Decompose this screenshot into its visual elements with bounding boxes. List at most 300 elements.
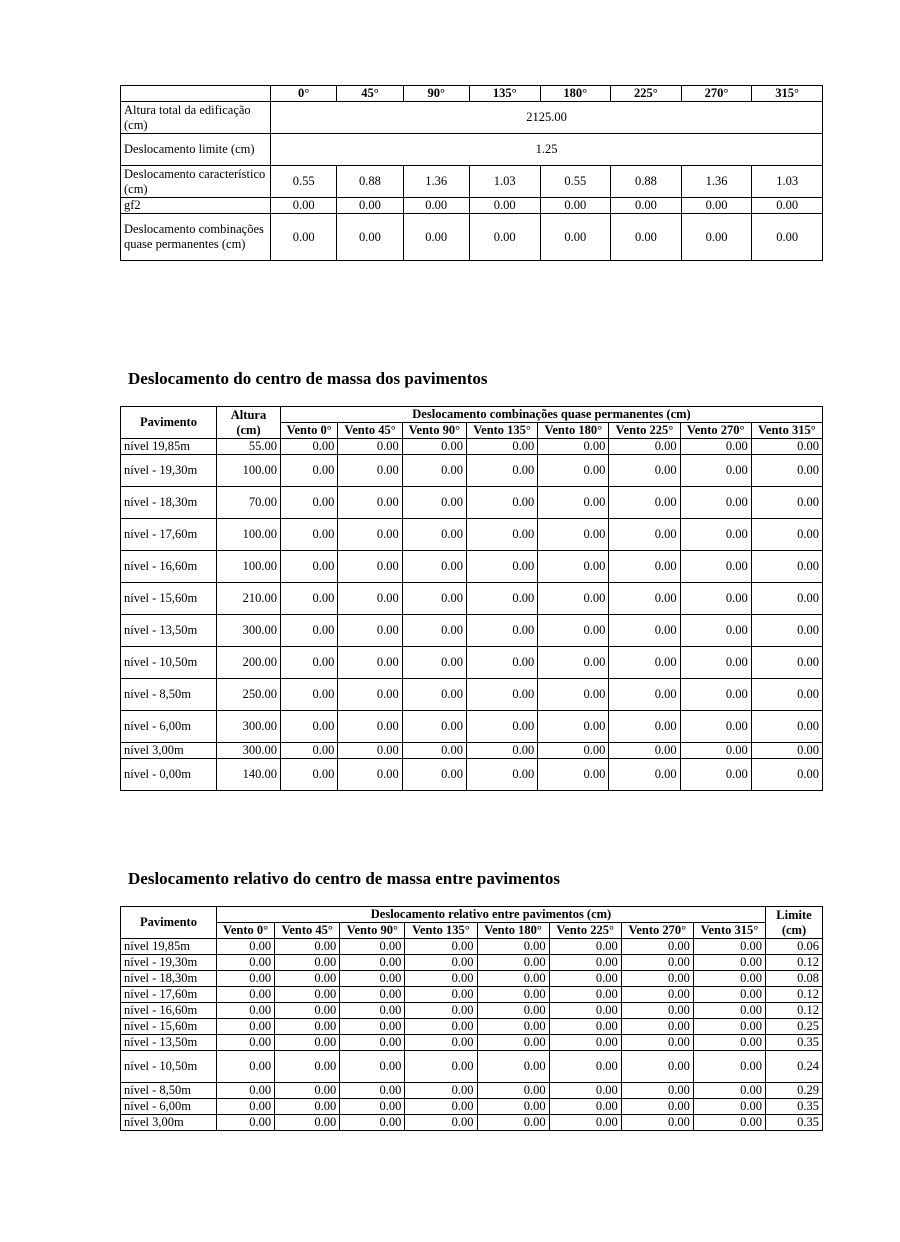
deslocamento-cell: 0.00: [538, 743, 609, 759]
deslocamento-cell: 0.00: [751, 439, 822, 455]
vento-header: Vento 135°: [405, 923, 477, 939]
deslocamento-cell: 0.00: [275, 1003, 340, 1019]
summary-row: [121, 198, 823, 214]
table-row: [121, 1035, 823, 1051]
pavimento-header: Pavimento: [121, 407, 217, 439]
summary-row-label: Deslocamento característico (cm): [121, 166, 271, 198]
deslocamento-cell: 0.00: [477, 1099, 549, 1115]
deslocamento-cell: 0.00: [275, 1115, 340, 1131]
deslocamento-cell: 0.00: [275, 939, 340, 955]
deslocamento-cell: 0.00: [338, 615, 402, 647]
pavimento-cell: nível - 17,60m: [121, 987, 217, 1003]
deslocamento-cell: 0.00: [621, 1035, 693, 1051]
deslocamento-cell: 0.00: [467, 439, 538, 455]
group-header-row: [121, 407, 823, 423]
table-row: [121, 1099, 823, 1115]
deslocamento-cell: 0.00: [621, 1083, 693, 1099]
summary-cell: 0.00: [611, 214, 682, 261]
table-row: [121, 711, 823, 743]
deslocamento-cell: 0.00: [281, 583, 338, 615]
deslocamento-cell: 0.00: [609, 551, 680, 583]
pavimento-cell: nível 19,85m: [121, 439, 217, 455]
deslocamento-cell: 0.00: [217, 971, 275, 987]
deslocamento-cell: 0.00: [340, 1019, 405, 1035]
deslocamento-cell: 0.00: [680, 519, 751, 551]
section-title: Deslocamento do centro de massa dos pavimentos: [128, 369, 488, 388]
deslocamento-cell: 0.00: [693, 987, 765, 1003]
limite-cell: 0.25: [766, 1019, 823, 1035]
deslocamento-cell: 0.00: [338, 551, 402, 583]
deslocamento-cell: 0.00: [405, 1099, 477, 1115]
deslocamento-cell: 0.00: [621, 939, 693, 955]
deslocamento-cell: 0.00: [467, 615, 538, 647]
angle-header: 315°: [752, 86, 823, 102]
vento-header: Vento 90°: [340, 923, 405, 939]
deslocamento-cell: 0.00: [275, 955, 340, 971]
pavimento-cell: nível - 15,60m: [121, 1019, 217, 1035]
summary-cell: 0.55: [271, 166, 337, 198]
table-row: [121, 647, 823, 679]
deslocamento-cell: 0.00: [538, 551, 609, 583]
deslocamento-cell: 0.00: [217, 1099, 275, 1115]
pavimento-cell: nível - 10,50m: [121, 647, 217, 679]
pavimento-cell: nível - 13,50m: [121, 615, 217, 647]
deslocamento-cell: 0.00: [751, 455, 822, 487]
deslocamento-cell: 0.00: [281, 439, 338, 455]
pavimento-cell: nível - 18,30m: [121, 487, 217, 519]
corner-cell: [121, 86, 271, 102]
vento-header: Vento 135°: [467, 423, 538, 439]
deslocamento-cell: 0.00: [621, 971, 693, 987]
vento-header: Vento 315°: [751, 423, 822, 439]
deslocamento-cell: 0.00: [402, 743, 466, 759]
deslocamento-cell: 0.00: [538, 759, 609, 791]
deslocamento-cell: 0.00: [477, 1003, 549, 1019]
summary-cell: 0.88: [337, 166, 403, 198]
deslocamento-cell: 0.00: [621, 1003, 693, 1019]
deslocamento-cell: 0.00: [680, 583, 751, 615]
summary-cell: 0.00: [403, 214, 469, 261]
deslocamento-cell: 0.00: [405, 1003, 477, 1019]
deslocamento-cell: 0.00: [477, 1051, 549, 1083]
deslocamento-cell: 0.00: [538, 519, 609, 551]
deslocamento-cell: 0.00: [217, 1083, 275, 1099]
deslocamento-cell: 0.00: [281, 455, 338, 487]
deslocamento-cell: 0.00: [217, 1019, 275, 1035]
summary-cell: 0.00: [337, 214, 403, 261]
deslocamento-cell: 0.00: [680, 711, 751, 743]
summary-cell: 1.03: [752, 166, 823, 198]
summary-cell: 0.00: [681, 198, 752, 214]
pavimento-cell: nível - 15,60m: [121, 583, 217, 615]
deslocamento-cell: 0.00: [402, 711, 466, 743]
deslocamento-cell: 0.00: [693, 1019, 765, 1035]
pavimento-cell: nível - 10,50m: [121, 1051, 217, 1083]
deslocamento-cell: 0.00: [467, 487, 538, 519]
limite-cell: 0.08: [766, 971, 823, 987]
pavimento-header: Pavimento: [121, 907, 217, 939]
deslocamento-cell: 0.00: [275, 1051, 340, 1083]
deslocamento-cell: 0.00: [609, 455, 680, 487]
altura-value: 2125.00: [271, 102, 823, 134]
limite-cell: 0.35: [766, 1115, 823, 1131]
deslocamento-cell: 0.00: [217, 987, 275, 1003]
altura-cell: 100.00: [217, 519, 281, 551]
deslocamento-cell: 0.00: [751, 583, 822, 615]
angle-header: 0°: [271, 86, 337, 102]
pavimento-cell: nível - 8,50m: [121, 679, 217, 711]
deslocamento-cell: 0.00: [751, 487, 822, 519]
deslocamento-cell: 0.00: [621, 987, 693, 1003]
table-row: [121, 987, 823, 1003]
deslocamento-cell: 0.00: [680, 455, 751, 487]
angle-header: 270°: [681, 86, 752, 102]
deslocamento-cell: 0.00: [609, 743, 680, 759]
deslocamento-cell: 0.00: [340, 1035, 405, 1051]
limite-cell: 0.24: [766, 1051, 823, 1083]
vento-header: Vento 0°: [217, 923, 275, 939]
deslocamento-cell: 0.00: [281, 759, 338, 791]
deslocamento-cell: 0.00: [217, 1003, 275, 1019]
deslocamento-cell: 0.00: [751, 615, 822, 647]
deslocamento-cell: 0.00: [338, 439, 402, 455]
table-row: [121, 955, 823, 971]
deslocamento-cell: 0.00: [340, 971, 405, 987]
altura-header: Altura (cm): [217, 407, 281, 439]
summary-row: [121, 214, 823, 261]
altura-cell: 70.00: [217, 487, 281, 519]
table-row: [121, 1083, 823, 1099]
deslocamento-cell: 0.00: [275, 1019, 340, 1035]
deslocamento-cell: 0.00: [467, 711, 538, 743]
angle-header: 90°: [403, 86, 469, 102]
group-header-row: [121, 907, 823, 923]
deslocamento-cell: 0.00: [217, 1035, 275, 1051]
deslocamento-cell: 0.00: [751, 759, 822, 791]
deslocamento-cell: 0.00: [275, 987, 340, 1003]
deslocamento-cell: 0.00: [338, 743, 402, 759]
angle-header: 45°: [337, 86, 403, 102]
limite-row: [121, 134, 823, 166]
deslocamento-cell: 0.00: [338, 711, 402, 743]
deslocamento-cell: 0.00: [338, 583, 402, 615]
altura-cell: 100.00: [217, 455, 281, 487]
deslocamento-cell: 0.00: [609, 487, 680, 519]
angle-header: 180°: [540, 86, 611, 102]
deslocamento-cell: 0.00: [467, 519, 538, 551]
altura-cell: 140.00: [217, 759, 281, 791]
pavimento-cell: nível - 8,50m: [121, 1083, 217, 1099]
deslocamento-cell: 0.00: [609, 647, 680, 679]
deslocamento-cell: 0.00: [693, 955, 765, 971]
deslocamento-cell: 0.00: [275, 1083, 340, 1099]
deslocamento-cell: 0.00: [402, 615, 466, 647]
deslocamento-cell: 0.00: [477, 1083, 549, 1099]
deslocamento-cell: 0.00: [467, 583, 538, 615]
deslocamento-cell: 0.00: [281, 679, 338, 711]
deslocamento-cell: 0.00: [467, 759, 538, 791]
pavimento-cell: nível - 19,30m: [121, 955, 217, 971]
deslocamento-cell: 0.00: [340, 1099, 405, 1115]
deslocamento-cell: 0.00: [477, 1035, 549, 1051]
deslocamento-cell: 0.00: [477, 955, 549, 971]
deslocamento-cell: 0.00: [538, 487, 609, 519]
deslocamento-cell: 0.00: [477, 939, 549, 955]
altura-cell: 55.00: [217, 439, 281, 455]
altura-cell: 300.00: [217, 743, 281, 759]
group-header: Deslocamento combinações quase permanentes (cm): [281, 407, 823, 423]
summary-row-label: gf2: [121, 198, 271, 214]
table-row: [121, 971, 823, 987]
centro-massa-table: [120, 406, 823, 791]
deslocamento-cell: 0.00: [621, 955, 693, 971]
deslocamento-cell: 0.00: [338, 455, 402, 487]
vento-header-row: [121, 923, 823, 939]
section-title: Deslocamento relativo do centro de massa entre pavimentos: [128, 869, 561, 888]
deslocamento-cell: 0.00: [340, 987, 405, 1003]
vento-header: Vento 225°: [549, 923, 621, 939]
deslocamento-cell: 0.00: [693, 1099, 765, 1115]
altura-cell: 200.00: [217, 647, 281, 679]
deslocamento-cell: 0.00: [405, 939, 477, 955]
summary-cell: 0.00: [681, 214, 752, 261]
summary-row-label: Deslocamento combinações quase permanentes (cm): [121, 214, 271, 261]
summary-cell: 0.00: [611, 198, 682, 214]
deslocamento-cell: 0.00: [338, 519, 402, 551]
relativo-table: [120, 906, 823, 1131]
deslocamento-cell: 0.00: [405, 1115, 477, 1131]
deslocamento-cell: 0.00: [609, 583, 680, 615]
deslocamento-cell: 0.00: [340, 939, 405, 955]
limite-label: Deslocamento limite (cm): [121, 134, 271, 166]
deslocamento-cell: 0.00: [405, 987, 477, 1003]
altura-cell: 100.00: [217, 551, 281, 583]
deslocamento-cell: 0.00: [405, 1083, 477, 1099]
deslocamento-cell: 0.00: [405, 955, 477, 971]
deslocamento-cell: 0.00: [275, 1099, 340, 1115]
vento-header: Vento 315°: [693, 923, 765, 939]
deslocamento-cell: 0.00: [340, 1083, 405, 1099]
deslocamento-cell: 0.00: [549, 1003, 621, 1019]
table-row: [121, 743, 823, 759]
limite-cell: 0.06: [766, 939, 823, 955]
deslocamento-cell: 0.00: [338, 679, 402, 711]
deslocamento-cell: 0.00: [693, 1083, 765, 1099]
vento-header: Vento 45°: [338, 423, 402, 439]
group-header: Deslocamento relativo entre pavimentos (cm): [217, 907, 766, 923]
deslocamento-cell: 0.00: [549, 1019, 621, 1035]
summary-cell: 1.36: [681, 166, 752, 198]
deslocamento-cell: 0.00: [340, 1051, 405, 1083]
deslocamento-cell: 0.00: [751, 647, 822, 679]
deslocamento-cell: 0.00: [680, 679, 751, 711]
deslocamento-cell: 0.00: [538, 647, 609, 679]
deslocamento-cell: 0.00: [281, 647, 338, 679]
pavimento-cell: nível - 6,00m: [121, 1099, 217, 1115]
deslocamento-cell: 0.00: [693, 1035, 765, 1051]
deslocamento-cell: 0.00: [549, 987, 621, 1003]
deslocamento-cell: 0.00: [693, 1051, 765, 1083]
deslocamento-cell: 0.00: [477, 1019, 549, 1035]
deslocamento-cell: 0.00: [693, 1003, 765, 1019]
vento-header: Vento 180°: [477, 923, 549, 939]
deslocamento-cell: 0.00: [680, 439, 751, 455]
limite-header: Limite (cm): [766, 907, 823, 939]
deslocamento-cell: 0.00: [693, 939, 765, 955]
angle-header-row: [121, 86, 823, 102]
deslocamento-cell: 0.00: [405, 1019, 477, 1035]
deslocamento-cell: 0.00: [621, 1099, 693, 1115]
limite-cell: 0.35: [766, 1099, 823, 1115]
limite-value: 1.25: [271, 134, 823, 166]
deslocamento-cell: 0.00: [609, 439, 680, 455]
deslocamento-cell: 0.00: [680, 647, 751, 679]
table-row: [121, 551, 823, 583]
deslocamento-cell: 0.00: [340, 955, 405, 971]
table-row: [121, 759, 823, 791]
deslocamento-cell: 0.00: [402, 487, 466, 519]
deslocamento-cell: 0.00: [402, 583, 466, 615]
deslocamento-cell: 0.00: [680, 487, 751, 519]
deslocamento-cell: 0.00: [340, 1115, 405, 1131]
vento-header: Vento 270°: [621, 923, 693, 939]
limite-cell: 0.35: [766, 1035, 823, 1051]
pavimento-cell: nível 3,00m: [121, 1115, 217, 1131]
deslocamento-cell: 0.00: [549, 1035, 621, 1051]
deslocamento-cell: 0.00: [477, 987, 549, 1003]
deslocamento-cell: 0.00: [680, 759, 751, 791]
angle-header: 225°: [611, 86, 682, 102]
deslocamento-cell: 0.00: [693, 1115, 765, 1131]
deslocamento-cell: 0.00: [338, 487, 402, 519]
deslocamento-cell: 0.00: [405, 1035, 477, 1051]
deslocamento-cell: 0.00: [751, 679, 822, 711]
deslocamento-cell: 0.00: [538, 615, 609, 647]
deslocamento-cell: 0.00: [680, 615, 751, 647]
summary-cell: 1.03: [469, 166, 540, 198]
summary-cell: 0.00: [752, 198, 823, 214]
altura-cell: 300.00: [217, 615, 281, 647]
table-row: [121, 519, 823, 551]
deslocamento-cell: 0.00: [609, 759, 680, 791]
deslocamento-cell: 0.00: [281, 615, 338, 647]
deslocamento-cell: 0.00: [621, 1019, 693, 1035]
summary-cell: 0.00: [540, 214, 611, 261]
pavimento-cell: nível - 19,30m: [121, 455, 217, 487]
limite-cell: 0.12: [766, 1003, 823, 1019]
deslocamento-cell: 0.00: [549, 971, 621, 987]
deslocamento-cell: 0.00: [549, 955, 621, 971]
deslocamento-cell: 0.00: [217, 1051, 275, 1083]
summary-cell: 0.55: [540, 166, 611, 198]
angle-header: 135°: [469, 86, 540, 102]
deslocamento-cell: 0.00: [549, 1051, 621, 1083]
table-row: [121, 455, 823, 487]
deslocamento-cell: 0.00: [402, 647, 466, 679]
table-row: [121, 1019, 823, 1035]
deslocamento-cell: 0.00: [275, 971, 340, 987]
table-row: [121, 583, 823, 615]
pavimento-cell: nível - 6,00m: [121, 711, 217, 743]
deslocamento-cell: 0.00: [281, 519, 338, 551]
deslocamento-cell: 0.00: [281, 551, 338, 583]
deslocamento-cell: 0.00: [751, 519, 822, 551]
deslocamento-cell: 0.00: [340, 1003, 405, 1019]
table-row: [121, 487, 823, 519]
deslocamento-cell: 0.00: [217, 939, 275, 955]
limite-cell: 0.29: [766, 1083, 823, 1099]
deslocamento-cell: 0.00: [751, 551, 822, 583]
table-row: [121, 1003, 823, 1019]
deslocamento-cell: 0.00: [538, 679, 609, 711]
deslocamento-cell: 0.00: [217, 955, 275, 971]
altura-cell: 300.00: [217, 711, 281, 743]
summary-cell: 0.00: [403, 198, 469, 214]
vento-header: Vento 270°: [680, 423, 751, 439]
summary-cell: 0.88: [611, 166, 682, 198]
altura-cell: 250.00: [217, 679, 281, 711]
summary-cell: 0.00: [540, 198, 611, 214]
deslocamento-cell: 0.00: [549, 939, 621, 955]
vento-header: Vento 180°: [538, 423, 609, 439]
deslocamento-cell: 0.00: [217, 1115, 275, 1131]
pavimento-cell: nível 3,00m: [121, 743, 217, 759]
table-row: [121, 439, 823, 455]
deslocamento-cell: 0.00: [402, 519, 466, 551]
pavimento-cell: nível - 0,00m: [121, 759, 217, 791]
pavimento-cell: nível - 18,30m: [121, 971, 217, 987]
summary-row: [121, 166, 823, 198]
deslocamento-cell: 0.00: [275, 1035, 340, 1051]
summary-cell: 0.00: [469, 214, 540, 261]
table-row: [121, 615, 823, 647]
pavimento-cell: nível - 16,60m: [121, 1003, 217, 1019]
deslocamento-cell: 0.00: [467, 679, 538, 711]
deslocamento-cell: 0.00: [467, 647, 538, 679]
deslocamento-cell: 0.00: [402, 551, 466, 583]
summary-cell: 0.00: [337, 198, 403, 214]
deslocamento-cell: 0.00: [751, 743, 822, 759]
deslocamento-cell: 0.00: [549, 1083, 621, 1099]
deslocamento-cell: 0.00: [680, 551, 751, 583]
deslocamento-cell: 0.00: [402, 759, 466, 791]
vento-header: Vento 45°: [275, 923, 340, 939]
pavimento-cell: nível 19,85m: [121, 939, 217, 955]
deslocamento-cell: 0.00: [405, 971, 477, 987]
deslocamento-cell: 0.00: [538, 711, 609, 743]
deslocamento-cell: 0.00: [609, 711, 680, 743]
deslocamento-cell: 0.00: [621, 1051, 693, 1083]
altura-label: Altura total da edificação (cm): [121, 102, 271, 134]
limite-cell: 0.12: [766, 955, 823, 971]
deslocamento-cell: 0.00: [281, 487, 338, 519]
deslocamento-cell: 0.00: [477, 971, 549, 987]
summary-cell: 0.00: [752, 214, 823, 261]
deslocamento-cell: 0.00: [538, 583, 609, 615]
deslocamento-cell: 0.00: [281, 711, 338, 743]
summary-cell: 0.00: [271, 214, 337, 261]
vento-header: Vento 225°: [609, 423, 680, 439]
deslocamento-cell: 0.00: [549, 1099, 621, 1115]
deslocamento-cell: 0.00: [609, 615, 680, 647]
table-row: [121, 1115, 823, 1131]
deslocamento-cell: 0.00: [338, 647, 402, 679]
deslocamento-cell: 0.00: [467, 743, 538, 759]
deslocamento-cell: 0.00: [467, 551, 538, 583]
deslocamento-cell: 0.00: [402, 679, 466, 711]
deslocamento-cell: 0.00: [477, 1115, 549, 1131]
summary-table: [120, 85, 823, 261]
